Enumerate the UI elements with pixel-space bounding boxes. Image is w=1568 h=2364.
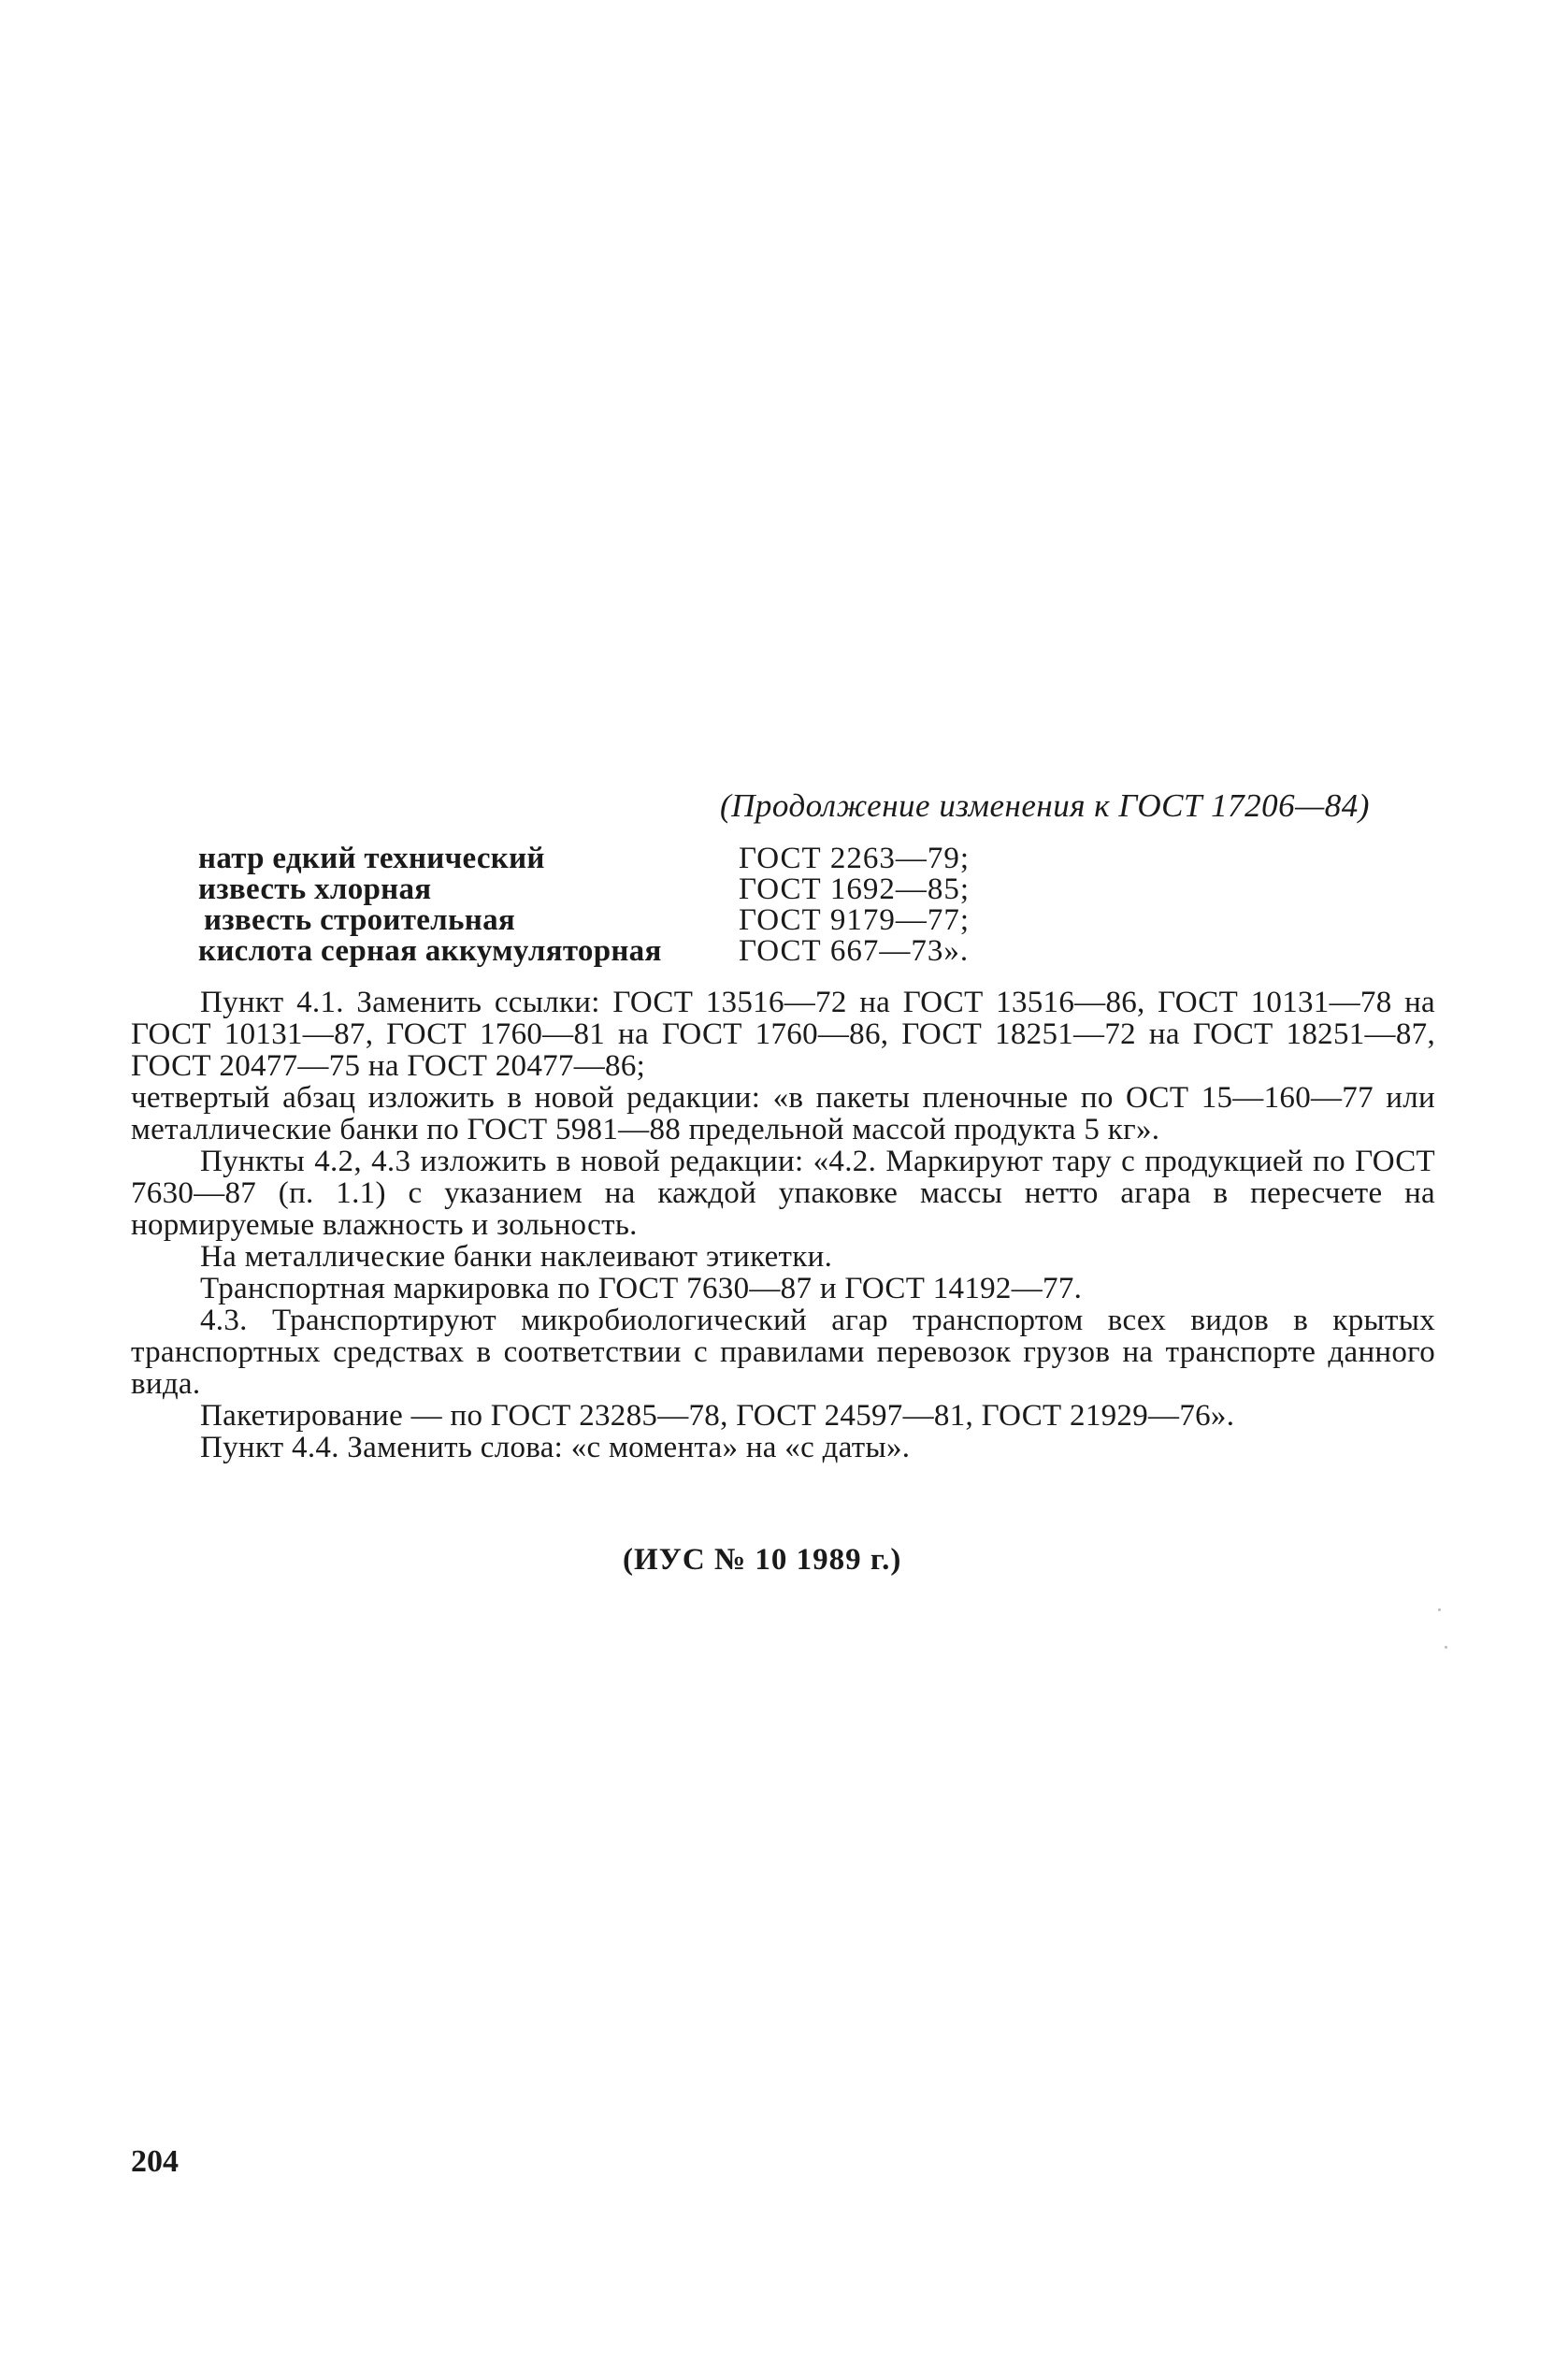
amendment-body <box>131 987 1435 1463</box>
paragraph-clause-4-3: 4.3. Транспортируют микробиологический агар транспортом всех видов в крытых транспортных средствах в соответствии с правилами перевозок грузов на транспорте данного вида. <box>131 1304 1435 1401</box>
ius-reference: (ИУС № 10 1989 г.) <box>623 1543 902 1577</box>
paragraph-packaging: Пакетирование — по ГОСТ 23285—78, ГОСТ 24597—81, ГОСТ 21929—76». <box>200 1399 1235 1433</box>
continuation-header: (Продолжение изменения к ГОСТ 17206—84) <box>720 787 1370 824</box>
paragraph-clause-4-4: Пункт 4.4. Заменить слова: «с момента» на «с даты». <box>200 1431 911 1464</box>
material-row <box>198 843 1133 874</box>
material-gost: ГОСТ 1692—85; <box>739 872 971 906</box>
page-number: 204 <box>131 2144 179 2179</box>
scan-speck <box>1438 1608 1441 1611</box>
paragraph-labels: На металлические банки наклеивают этикетки. <box>200 1240 833 1274</box>
material-row <box>198 936 1133 967</box>
scan-speck <box>1445 1646 1447 1649</box>
paragraph-clauses-4-2-4-3: Пункты 4.2, 4.3 изложить в новой редакции: «4.2. Маркируют тару с продукцией по ГОСТ 7630—87 (п. 1.1) с указанием на каждой упаковке массы нетто агара в пересчете на нормируемые влажность и зольность. <box>131 1145 1435 1242</box>
material-row <box>198 905 1133 936</box>
material-gost: ГОСТ 9179—77; <box>739 903 971 937</box>
material-gost: ГОСТ 667—73». <box>739 934 970 968</box>
material-name: известь строительная <box>204 903 516 937</box>
material-row <box>198 874 1133 905</box>
material-name: известь хлорная <box>198 872 432 906</box>
materials-list <box>198 843 1133 967</box>
material-name: кислота серная аккумуляторная <box>198 934 662 968</box>
material-name: натр едкий технический <box>198 842 545 875</box>
paragraph-transport-marking: Транспортная маркировка по ГОСТ 7630—87 и ГОСТ 14192—77. <box>200 1272 1083 1305</box>
material-gost: ГОСТ 2263—79; <box>739 842 971 875</box>
paragraph-fourth-abzats: четвертый абзац изложить в новой редакции: «в пакеты пленочные по ОСТ 15—160—77 или металлические банки по ГОСТ 5981—88 предельной массой продукта 5 кг». <box>131 1081 1435 1146</box>
paragraph-clause-4-1: Пункт 4.1. Заменить ссылки: ГОСТ 13516—72 на ГОСТ 13516—86, ГОСТ 10131—78 на ГОСТ 10131—87, ГОСТ 1760—81 на ГОСТ 1760—86, ГОСТ 18251—72 на ГОСТ 18251—87, ГОСТ 20477—75 на ГОСТ 20477—86; <box>131 986 1435 1083</box>
